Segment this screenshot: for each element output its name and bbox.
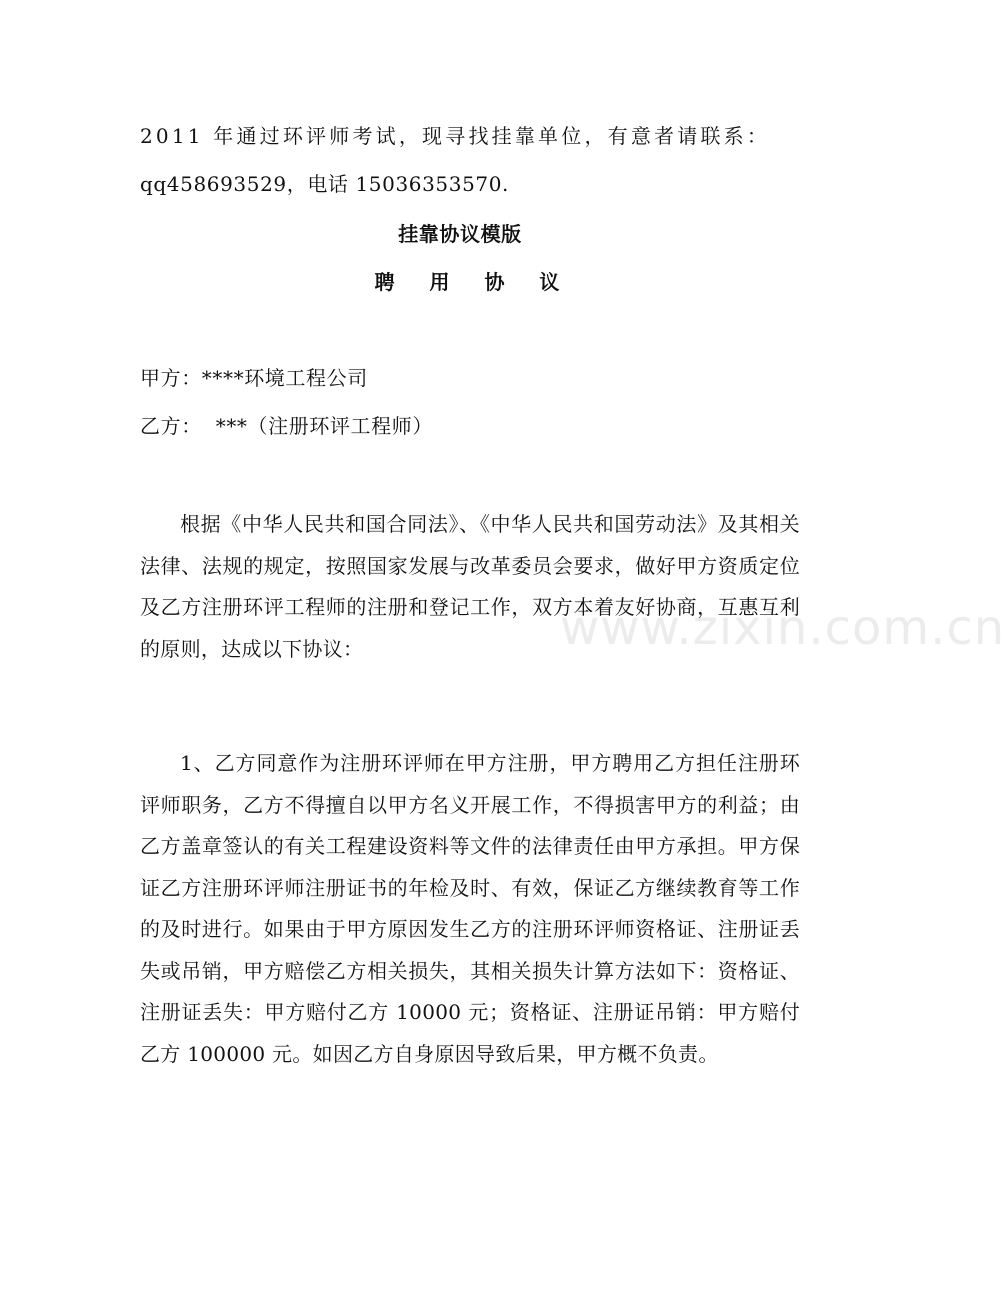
party-b: 乙方： ***（注册环评工程师） (140, 414, 433, 438)
notice-line-2: qq458693529，电话 15036353570. (140, 172, 510, 196)
intro-paragraph: 根据《中华人民共和国合同法》、《中华人民共和国劳动法》及其相关法律、法规的规定，按照国家发展与改革委员会要求，做好甲方资质定位及乙方注册环评工程师的注册和登记工作，双方本着友好协商，互惠互利的原则，达成以下协议： (140, 512, 800, 661)
watermark: www.zixin.com.cn (560, 600, 1005, 656)
notice-line-1: 2011 年通过环评师考试，现寻找挂靠单位，有意者请联系： (140, 124, 771, 148)
clause-1-paragraph: 1、乙方同意作为注册环评师在甲方注册，甲方聘用乙方担任注册环评师职务，乙方不得擅自以甲方名义开展工作，不得损害甲方的利益；由乙方盖章签认的有关工程建设资料等文件的法律责任由甲方承担。甲方保证乙方注册环评师注册证书的年检及时、有效，保证乙方继续教育等工作的及时进行。如果由于甲方原因发生乙方的注册环评师资格证、注册证丢失或吊销，甲方赔偿乙方相关损失，其相关损失计算方法如下：资格证、注册证丢失：甲方赔付乙方 10000 元；资格证、注册证吊销：甲方赔付乙方 100000 元。如因乙方自身原因导致后果，甲方概不负责。 (140, 751, 800, 1066)
agreement-title: 聘 用 协 议 (374, 270, 574, 294)
template-title: 挂靠协议模版 (398, 222, 522, 246)
party-a: 甲方：****环境工程公司 (140, 366, 368, 390)
